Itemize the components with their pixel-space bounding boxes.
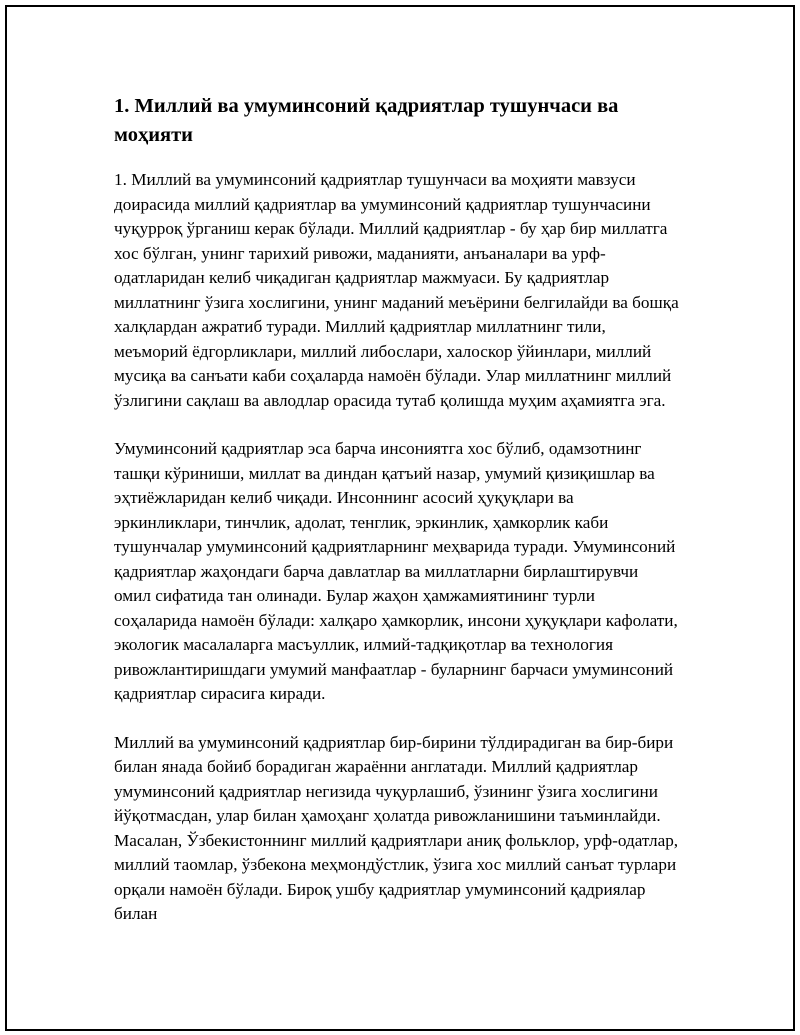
paragraph-2: Умуминсоний қадриятлар эса барча инсониятга хос бўлиб, одамзотнинг ташқи кўриниши, миллат ва диндан қатъий назар, умумий қизиқишлар ва эҳтиёжларидан келиб чиқади. Инсоннинг асосий ҳуқуқлари ва эркинликлари, тинчлик, адолат, тенглик, эркинлик, ҳамкорлик каби тушунчалар умуминсоний қадриятларнинг меҳварида туради. Умуминсоний қадриятлар жаҳондаги барча давлатлар ва миллатларни бирлаштирувчи омил сифатида тан олинади. Булар жаҳон ҳамжамиятининг турли соҳаларида намоён бўлади: халқаро ҳамкорлик, инсони ҳуқуқлари кафолати, экологик масалаларга масъуллик, илмий-тадқиқотлар ва технология ривожлантиришдаги умумий манфаатлар - буларнинг барчаси умуминсоний қадриятлар сирасига киради. — [114, 439, 678, 703]
document-content — [114, 92, 679, 951]
document-heading: 1. Миллий ва умуминсоний қадриятлар тушунчаси ва моҳияти — [114, 95, 619, 146]
paragraph-1: 1. Миллий ва умуминсоний қадриятлар тушунчаси ва моҳияти мавзуси доирасида миллий қадриятлар ва умуминсоний қадриятлар тушунчасини чуқурроқ ўрганиш керак бўлади. Миллий қадриятлар - бу ҳар бир миллатга хос бўлган, унинг тарихий ривожи, маданияти, анъаналари ва урф-одатларидан келиб чиқадиган қадриятлар мажмуаси. Бу қадриятлар миллатнинг ўзига хослигини, унинг маданий меъёрини белгилайди ва бошқа халқлардан ажратиб туради. Миллий қадриятлар миллатнинг тили, меъморий ёдгорликлари, миллий либослари, халоскор ўйинлари, миллий мусиқа ва санъати каби соҳаларда намоён бўлади. Улар миллатнинг миллий ўзлигини сақлаш ва авлодлар орасида тутаб қолишда муҳим аҳамиятга эга. — [114, 170, 679, 410]
paragraph-3: Миллий ва умуминсоний қадриятлар бир-бирини тўлдирадиган ва бир-бири билан янада бойиб борадиган жараённи англатади. Миллий қадриятлар умуминсоний қадриятлар негизида чуқурлашиб, ўзининг ўзига хослигини йўқотмасдан, улар билан ҳамоҳанг ҳолатда ривожланишини таъминлайди. Масалан, Ўзбекистоннинг миллий қадриятлари аниқ фольклор, урф-одатлар, миллий таомлар, ўзбекона меҳмондўстлик, ўзига хос миллий санъат турлари орқали намоён бўлади. Бироқ ушбу қадриятлар умуминсоний қадриялар билан — [114, 732, 679, 923]
